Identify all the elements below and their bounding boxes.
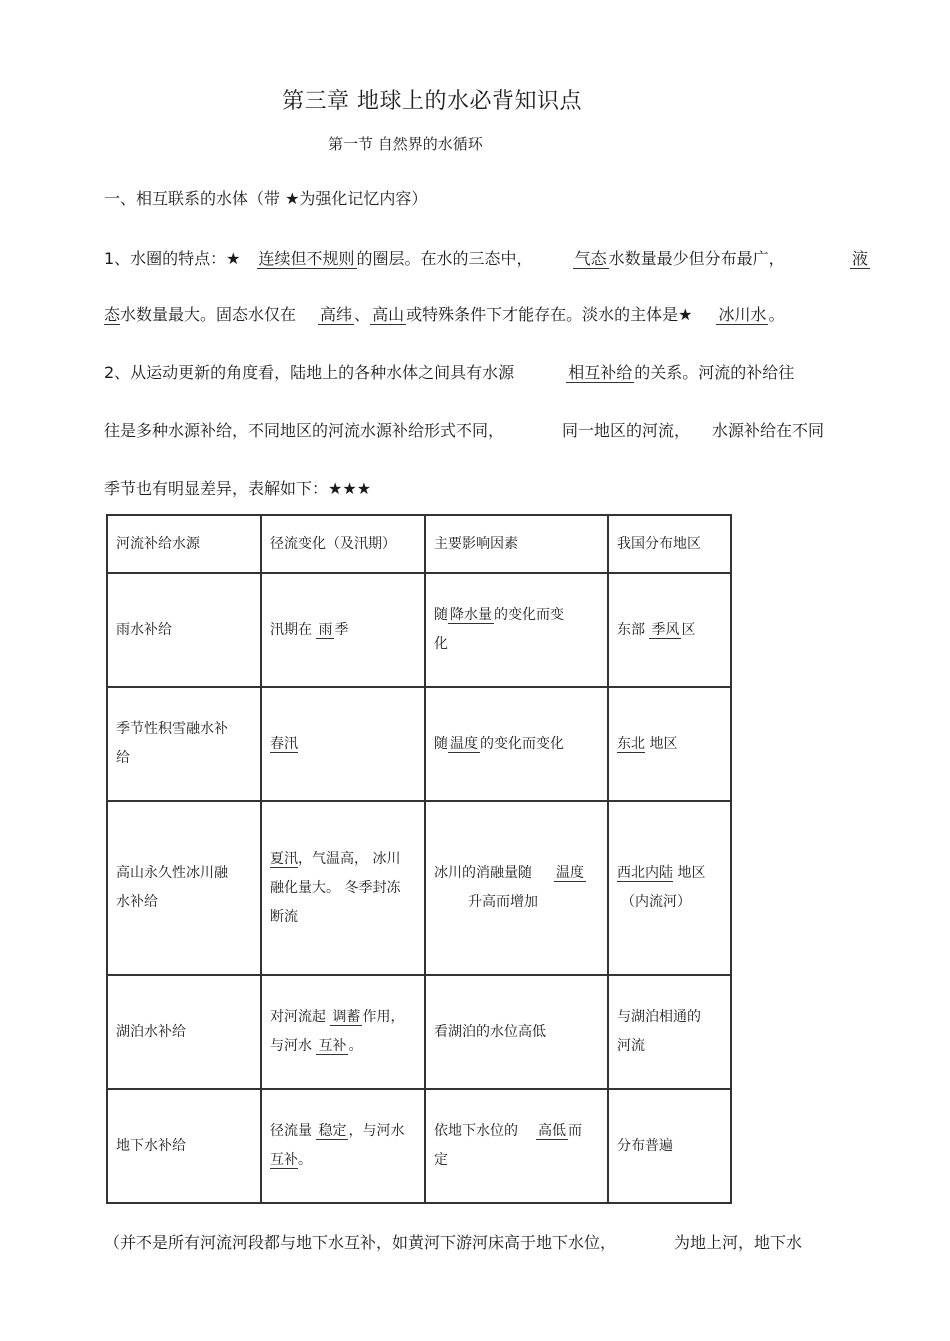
- text: 定: [434, 1152, 448, 1168]
- fill-blank: 稳定: [318, 1123, 347, 1139]
- text: 的圈层。在水的三态中，: [356, 249, 533, 268]
- table-cell: [425, 801, 608, 975]
- text: 化: [434, 636, 448, 652]
- fill-blank: 态: [104, 305, 121, 324]
- fill-blank: 季风: [651, 621, 680, 638]
- text: ，与河水: [348, 1123, 405, 1139]
- table-cell: [261, 975, 425, 1089]
- fill-blank: 相互补给: [568, 363, 633, 382]
- text: 随: [434, 735, 448, 752]
- text: 区: [681, 621, 696, 638]
- text: 的关系。河流的补给往: [634, 363, 795, 382]
- table-cell: 雨水补给: [107, 573, 261, 687]
- fill-blank: 调蓄: [332, 1009, 361, 1025]
- fill-blank: 高低: [538, 1123, 566, 1139]
- table-cell: [425, 1089, 608, 1203]
- table-cell: [107, 687, 261, 801]
- fill-blank: 西北内陆: [617, 865, 673, 881]
- text: 升高而增加: [468, 894, 538, 910]
- text: 。: [768, 305, 785, 324]
- paragraph-2-line-1: [104, 360, 794, 383]
- fill-blank: 春汛: [270, 735, 298, 752]
- text: 往是多种水源补给，不同地区的河流水源补给形式不同，: [104, 421, 505, 440]
- text: 同一地区的河流，: [562, 421, 691, 440]
- fill-blank: 东北: [617, 735, 645, 752]
- text: 1、水圈的特点：★: [104, 249, 241, 268]
- text: 水源补给在不同: [712, 421, 825, 440]
- fill-blank: 夏汛: [270, 850, 298, 867]
- text: 水补给: [116, 894, 158, 910]
- river-supply-table: [106, 514, 732, 1204]
- table-header-cell: 我国分布地区: [608, 515, 731, 573]
- fill-blank: 高山: [372, 305, 405, 324]
- table-header-cell: 径流变化（及汛期）: [261, 515, 425, 573]
- text: 水数量最少但分布最广，: [608, 249, 785, 268]
- text: 2、从运动更新的角度看，陆地上的各种水体之间具有水源: [104, 363, 515, 382]
- table-cell: [261, 801, 425, 975]
- text: 、: [354, 305, 371, 324]
- text: 地区: [649, 735, 678, 752]
- table-row: [107, 573, 731, 687]
- text: 。: [298, 1152, 312, 1168]
- text: 与湖泊相通的: [617, 1009, 701, 1025]
- text: 汛期在: [270, 621, 312, 638]
- text: 季节性积雪融水补: [116, 721, 228, 737]
- section-heading: 一、相互联系的水体（带 ★为强化记忆内容）: [104, 189, 428, 208]
- text: 径流量: [270, 1123, 312, 1139]
- fill-blank: 冰川水: [718, 305, 767, 324]
- paragraph-1-wrap: [850, 246, 870, 269]
- table-cell: [425, 687, 608, 801]
- fill-blank: 高纬: [320, 305, 353, 324]
- fill-blank: 互补: [318, 1038, 347, 1054]
- table-cell: [608, 573, 731, 687]
- table-cell: [261, 1089, 425, 1203]
- table-cell: [261, 687, 425, 801]
- table-cell: [261, 573, 425, 687]
- table-cell: [608, 687, 731, 801]
- table-row: [107, 801, 731, 975]
- fill-blank: 降水量: [450, 607, 492, 623]
- text: 的变化而变化: [480, 735, 564, 752]
- text: 对河流起: [270, 1009, 326, 1025]
- section-subtitle: 第一节 自然界的水循环: [328, 135, 483, 153]
- table-header-cell: 主要影响因素: [425, 515, 608, 573]
- table-cell: [425, 573, 608, 687]
- text: 依地下水位的: [434, 1123, 518, 1139]
- text: （内流河）: [621, 894, 691, 910]
- table-cell: [107, 801, 261, 975]
- footer-note: [104, 1230, 802, 1253]
- text: 地区: [677, 865, 706, 881]
- text: 季: [334, 621, 349, 638]
- table-header-row: [107, 515, 731, 573]
- table-cell: 看湖泊的水位高低: [425, 975, 608, 1089]
- fill-blank: 温度: [450, 735, 478, 752]
- fill-blank: 液: [852, 249, 869, 268]
- text: 与河水: [270, 1038, 312, 1054]
- table-cell: 地下水补给: [107, 1089, 261, 1203]
- table-cell: 分布普遍: [608, 1089, 731, 1203]
- text: 融化量大。 冬季封冻: [270, 879, 401, 896]
- paragraph-1-line-1: [104, 246, 785, 269]
- text: 的变化而变: [494, 607, 564, 623]
- text: 作用，: [362, 1009, 405, 1025]
- table-row: [107, 1089, 731, 1203]
- fill-blank: 温度: [556, 865, 584, 881]
- fill-blank: 雨: [318, 621, 333, 638]
- text: 为地上河，地下水: [674, 1233, 803, 1252]
- text: 或特殊条件下才能存在。淡水的主体是★: [406, 305, 693, 324]
- table-header-cell: 河流补给水源: [107, 515, 261, 573]
- table-cell: [608, 801, 731, 975]
- text: 给: [116, 750, 130, 766]
- text: 断流: [270, 908, 298, 925]
- text: 冰川的消融量随: [434, 865, 532, 881]
- fill-blank: 气态: [574, 249, 607, 268]
- fill-blank: 连续但不规则: [258, 249, 355, 268]
- page-title: 第三章 地球上的水必背知识点: [282, 89, 582, 114]
- paragraph-1-line-2: [104, 302, 784, 325]
- table-cell: [608, 975, 731, 1089]
- text: 随: [434, 607, 448, 623]
- fill-blank: 互补: [270, 1152, 298, 1168]
- paragraph-2-line-3: 季节也有明显差异，表解如下：★★★: [104, 479, 372, 498]
- text: 水数量最大。固态水仅在: [120, 305, 297, 324]
- table-row: [107, 975, 731, 1089]
- text: （并不是所有河流河段都与地下水互补，如黄河下游河床高于地下水位，: [104, 1233, 617, 1252]
- table-row: [107, 687, 731, 801]
- text: ，气温高， 冰川: [298, 850, 401, 867]
- paragraph-2-line-2: [104, 418, 824, 441]
- text: 。: [348, 1038, 363, 1054]
- text: 高山永久性冰川融: [116, 865, 228, 881]
- table-cell: 湖泊水补给: [107, 975, 261, 1089]
- text: 东部: [617, 621, 645, 638]
- text: 而: [568, 1123, 582, 1139]
- text: 河流: [617, 1038, 645, 1054]
